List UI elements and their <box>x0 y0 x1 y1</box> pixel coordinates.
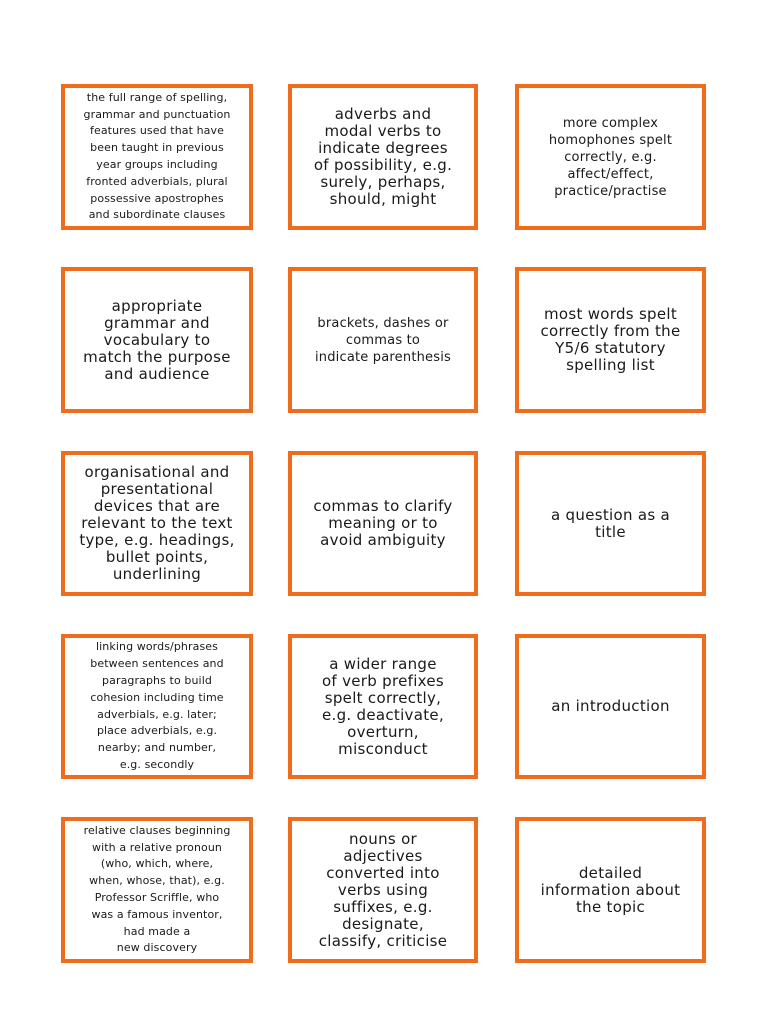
card-line: affect/effect, <box>567 166 654 182</box>
card-text <box>73 298 241 383</box>
card-line: the topic <box>575 897 646 916</box>
card-line: brackets, dashes or <box>317 315 449 331</box>
card-line: misconduct <box>338 739 428 758</box>
card-line: organisational and <box>84 463 230 481</box>
card-line: homophones spelt <box>548 132 673 148</box>
card-line: vocabulary to <box>103 330 211 349</box>
criteria-card-relative-clauses <box>61 817 253 963</box>
card-line: indicate parenthesis <box>314 349 452 365</box>
card-line: a wider range <box>329 654 437 673</box>
card-line: overturn, <box>347 722 419 741</box>
card-line: type, e.g. headings, <box>79 531 235 549</box>
criteria-card-detailed-information <box>515 817 706 963</box>
card-line: most words spelt <box>543 305 678 323</box>
card-line: year groups including <box>96 158 218 171</box>
card-line: e.g. secondly <box>119 757 195 771</box>
card-line: had made a <box>123 924 191 938</box>
card-line: fronted adverbials, plural <box>86 174 228 188</box>
card-line: nouns or <box>348 829 418 848</box>
card-line: place adverbials, e.g. <box>96 724 218 738</box>
criteria-card-introduction <box>515 634 706 779</box>
card-line: relevant to the text <box>81 514 233 532</box>
card-line: classify, criticise <box>318 931 448 950</box>
criteria-card-nouns-adjectives-to-verbs <box>288 817 478 963</box>
card-line: modal verbs to <box>324 122 442 140</box>
card-text <box>300 831 466 950</box>
card-line: verbs using <box>337 880 429 899</box>
card-line: was a famous inventor, <box>91 907 223 921</box>
card-line: devices that are <box>93 497 221 515</box>
card-line: new discovery <box>116 941 198 955</box>
card-line: relative clauses beginning <box>83 823 231 837</box>
criteria-card-adverbs-modal-verbs <box>288 84 478 230</box>
card-line: grammar and <box>104 313 210 332</box>
criteria-card-spelling-grammar-punctuation-range <box>61 84 253 230</box>
criteria-card-verb-prefixes <box>288 634 478 779</box>
card-line: correctly from the <box>540 322 681 340</box>
card-line: practice/practise <box>554 183 667 199</box>
card-line: e.g. deactivate, <box>321 705 445 724</box>
card-line: indicate degrees <box>318 139 448 157</box>
card-line: paragraphs to build <box>102 673 212 687</box>
card-text <box>300 656 466 758</box>
card-line: should, might <box>329 190 437 208</box>
card-text <box>73 90 241 224</box>
card-line: commas to clarify <box>313 497 453 515</box>
criteria-card-statutory-spelling-list <box>515 267 706 413</box>
card-text <box>527 698 694 715</box>
card-line: appropriate <box>111 296 203 315</box>
card-text <box>300 106 466 208</box>
card-line: adverbials, e.g. later; <box>97 707 217 721</box>
card-line: nearby; and number, <box>97 741 217 755</box>
card-line: match the purpose <box>83 347 231 366</box>
card-text <box>527 306 694 374</box>
card-line: with a relative pronoun <box>92 840 222 854</box>
card-line: and subordinate clauses <box>88 208 226 222</box>
card-text <box>300 315 466 366</box>
criteria-card-complex-homophones <box>515 84 706 230</box>
card-line: commas to <box>345 332 421 348</box>
card-line: been taught in previous <box>90 141 224 155</box>
card-line: spelling list <box>566 356 655 374</box>
card-text <box>527 507 694 541</box>
card-line: and audience <box>104 364 210 383</box>
card-line: adverbs and <box>334 105 432 123</box>
card-line: an introduction <box>551 697 670 715</box>
criteria-card-linking-words-cohesion <box>61 634 253 779</box>
card-text <box>73 464 241 583</box>
card-text <box>300 498 466 549</box>
card-line: adjectives <box>343 846 423 865</box>
card-line: cohesion including time <box>90 690 224 704</box>
card-line: suffixes, e.g. <box>333 897 433 916</box>
card-line: spelt correctly, <box>324 688 442 707</box>
card-line: surely, perhaps, <box>320 173 446 191</box>
card-line: possessive apostrophes <box>90 191 224 205</box>
criteria-card-appropriate-grammar-vocabulary <box>61 267 253 413</box>
criteria-card-parenthesis <box>288 267 478 413</box>
criteria-card-commas-clarify-meaning <box>288 451 478 596</box>
card-text <box>527 115 694 200</box>
card-text <box>73 823 241 957</box>
card-line: detailed <box>578 863 643 882</box>
criteria-card-question-title <box>515 451 706 596</box>
card-line: Professor Scriffle, who <box>94 891 220 904</box>
card-line: when, whose, that), e.g. <box>89 874 225 888</box>
card-line: presentational <box>100 480 214 498</box>
card-line: correctly, e.g. <box>564 149 657 165</box>
card-line: features used that have <box>89 124 224 138</box>
card-text <box>527 865 694 916</box>
card-line: converted into <box>326 863 440 882</box>
card-line: bullet points, <box>105 548 209 566</box>
card-line: of verb prefixes <box>321 671 445 690</box>
card-line: meaning or to <box>328 514 438 532</box>
card-line: avoid ambiguity <box>320 531 446 549</box>
card-text <box>73 639 241 773</box>
card-line: title <box>595 522 626 541</box>
card-line: (who, which, where, <box>100 857 214 871</box>
card-line: between sentences and <box>90 657 224 671</box>
card-line: information about <box>540 880 681 899</box>
card-line: a question as a <box>551 505 670 524</box>
card-line: of possibility, e.g. <box>313 156 453 174</box>
card-line: Y5/6 statutory <box>555 339 666 357</box>
card-line: designate, <box>342 914 424 933</box>
card-line: underlining <box>112 565 202 583</box>
criteria-card-organisational-devices <box>61 451 253 596</box>
card-line: grammar and punctuation <box>83 107 231 121</box>
card-line: linking words/phrases <box>96 640 218 654</box>
card-line: more complex <box>562 115 659 131</box>
card-line: the full range of spelling, <box>86 90 228 104</box>
